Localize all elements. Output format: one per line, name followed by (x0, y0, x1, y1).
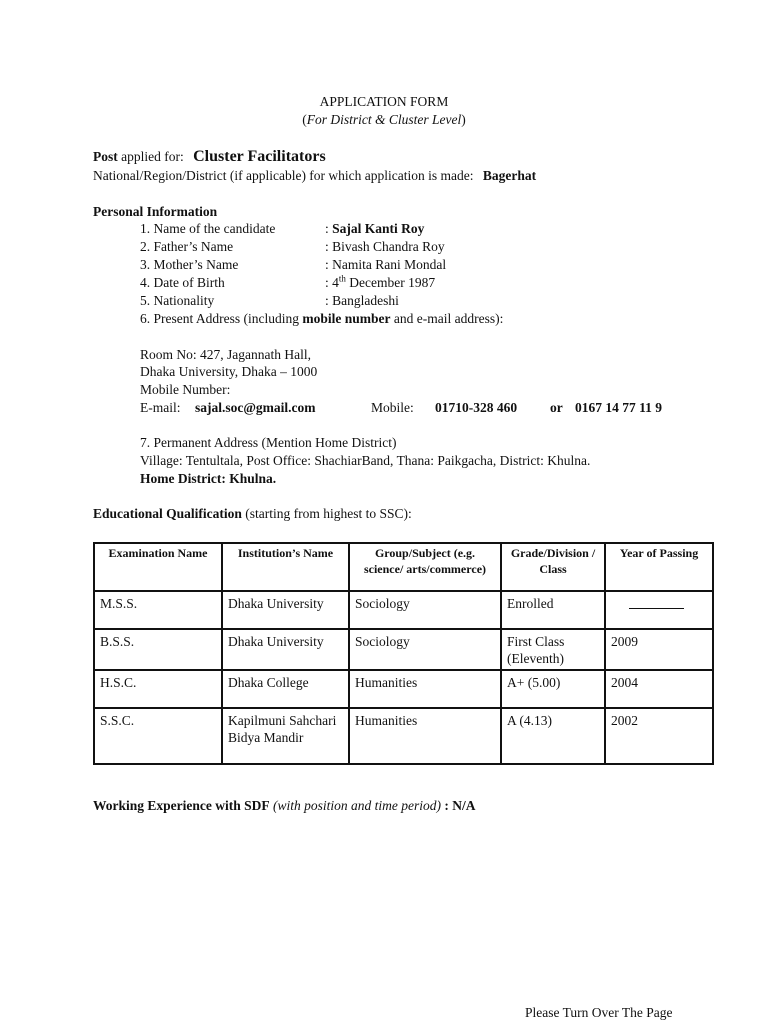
column-header: Institution’s Name (222, 543, 349, 591)
cell-subject: Sociology (349, 629, 501, 670)
experience-label-italic: (with position and time period) (269, 798, 442, 813)
education-table (93, 542, 714, 765)
cell-subject: Sociology (349, 591, 501, 629)
permanent-address-line: Village: Tentultala, Post Office: ShachiarBand, Thana: Paikgacha, District: Khulna. (140, 453, 591, 468)
education-heading-bold: Educational Qualification (93, 506, 242, 521)
candidate-name: Sajal Kanti Roy (332, 221, 425, 236)
post-label-bold: Post (93, 149, 118, 164)
table-row (94, 670, 713, 708)
name-colon: : (325, 221, 333, 236)
address-line-2: Dhaka University, Dhaka – 1000 (140, 364, 318, 379)
dob-suffix: th (338, 273, 346, 284)
cell-subject: Humanities (349, 670, 501, 708)
cell-institution: Dhaka College (222, 670, 349, 708)
footer-note: Please Turn Over The Page (525, 1005, 673, 1020)
table-row (94, 629, 713, 670)
mobile-label: Mobile: (371, 400, 414, 415)
experience-label-bold: Working Experience with SDF (93, 798, 270, 813)
cell-year: 2004 (605, 670, 713, 708)
personal-value (325, 221, 424, 237)
present-address-label (140, 311, 503, 327)
post-label-rest: applied for: (117, 149, 184, 164)
experience-value: N/A (452, 798, 476, 813)
cell-grade: A+ (5.00) (501, 670, 605, 708)
present-address-pre: 6. Present Address (including (140, 311, 303, 326)
cell-year (605, 591, 713, 629)
cell-institution: Dhaka University (222, 629, 349, 670)
cell-year: 2009 (605, 629, 713, 670)
present-address-post: and e-mail address): (390, 311, 504, 326)
cell-subject: Humanities (349, 708, 501, 764)
post-line (93, 148, 326, 166)
personal-label: 4. Date of Birth (140, 275, 225, 290)
subtitle-close: ) (461, 112, 466, 127)
personal-value (325, 275, 435, 291)
personal-label: 3. Mother’s Name (140, 257, 239, 272)
subtitle-open: ( (302, 112, 307, 127)
cell-grade: First Class (Eleventh) (501, 629, 605, 670)
address-line-1: Room No: 427, Jagannath Hall, (140, 347, 311, 362)
cell-grade: Enrolled (501, 591, 605, 629)
mobile-or: or (550, 400, 563, 415)
personal-label: 2. Father’s Name (140, 239, 234, 254)
address-line-3: Mobile Number: (140, 382, 231, 397)
cell-grade: A (4.13) (501, 708, 605, 764)
post-value: Cluster Facilitators (193, 148, 326, 165)
region-line (93, 168, 536, 184)
column-header: Examination Name (94, 543, 222, 591)
personal-heading: Personal Information (93, 204, 218, 219)
personal-label: 5. Nationality (140, 293, 215, 308)
permanent-address-label: 7. Permanent Address (Mention Home District) (140, 435, 397, 450)
education-heading-rest: (starting from highest to SSC): (241, 506, 412, 521)
cell-exam: B.S.S. (94, 629, 222, 670)
email-value: sajal.soc@gmail.com (195, 400, 316, 415)
education-heading (93, 506, 412, 522)
personal-value: : Bivash Chandra Roy (325, 239, 445, 254)
experience-line (93, 798, 476, 814)
table-row (94, 591, 713, 629)
dob-rest: December 1987 (345, 275, 436, 290)
email-label: E-mail: (140, 400, 181, 415)
personal-label: 1. Name of the candidate (140, 221, 276, 236)
mobile-number-1: 01710-328 460 (435, 400, 518, 415)
experience-sep: : (441, 798, 453, 813)
region-value: Bagerhat (482, 168, 537, 183)
region-label: National/Region/District (if applicable) for which application is made: (93, 168, 474, 183)
personal-value: : Bangladeshi (325, 293, 399, 308)
cell-exam: M.S.S. (94, 591, 222, 629)
cell-institution: Kapilmuni Sahchari Bidya Mandir (222, 708, 349, 764)
cell-exam: H.S.C. (94, 670, 222, 708)
blank-line (629, 595, 684, 609)
dob-day: : 4 (325, 275, 339, 290)
column-header: Grade/Division / Class (501, 543, 605, 591)
home-district: Home District: Khulna. (140, 471, 277, 486)
cell-exam: S.S.C. (94, 708, 222, 764)
column-header: Group/Subject (e.g. science/ arts/commerce) (349, 543, 501, 591)
table-header-row (94, 543, 713, 591)
present-address-bold: mobile number (302, 311, 391, 326)
form-subtitle (0, 112, 768, 128)
mobile-number-2: 0167 14 77 11 9 (575, 400, 663, 415)
cell-year: 2002 (605, 708, 713, 764)
form-title: APPLICATION FORM (319, 94, 449, 109)
personal-value: : Namita Rani Mondal (325, 257, 447, 272)
table-row (94, 708, 713, 764)
cell-institution: Dhaka University (222, 591, 349, 629)
column-header: Year of Passing (605, 543, 713, 591)
subtitle-text: For District & Cluster Level (306, 112, 462, 127)
